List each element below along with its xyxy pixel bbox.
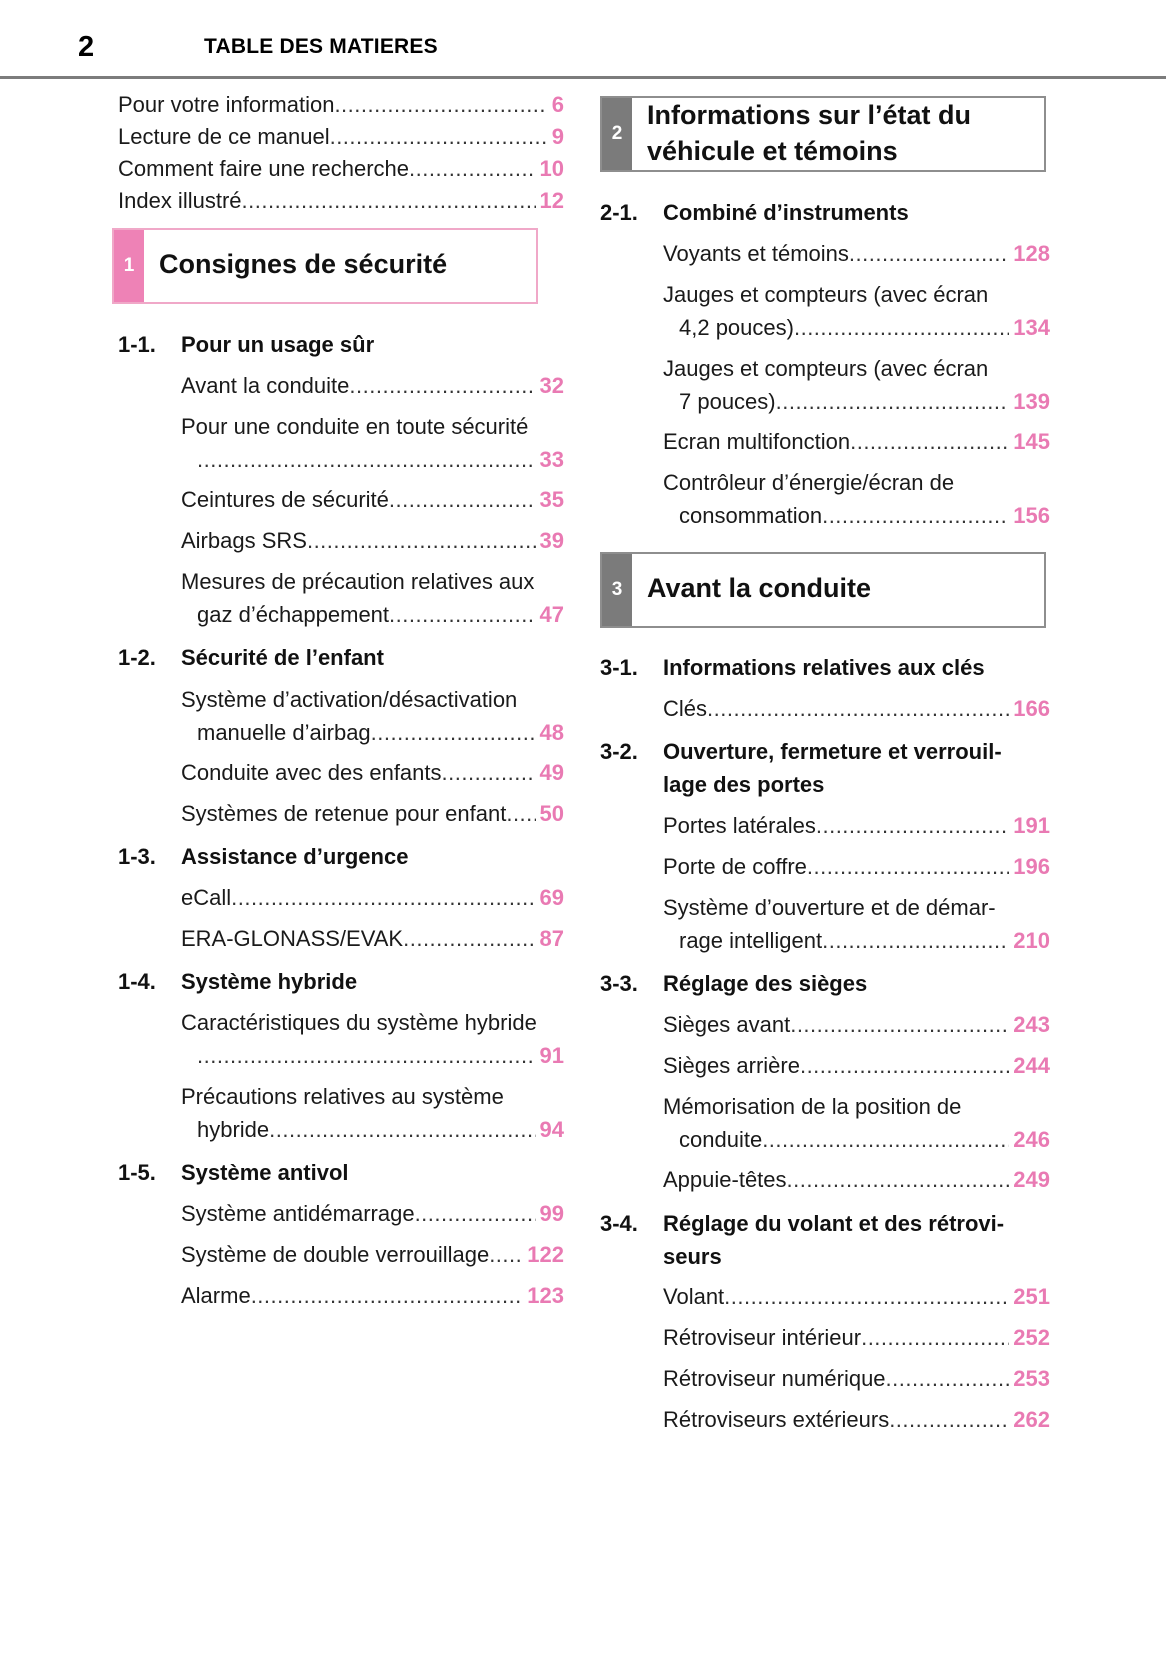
toc-entry-line1[interactable]: Système d’ouverture et de démar-: [663, 895, 996, 920]
chapter-2-title-line1: Informations sur l’état du: [647, 100, 972, 130]
page-ref[interactable]: 134: [1013, 315, 1050, 340]
toc-entry[interactable]: hybride ..... 94: [197, 1113, 564, 1147]
page-ref[interactable]: 262: [1013, 1407, 1050, 1432]
chapter-1-title: Consignes de sécurité: [159, 249, 448, 279]
page-ref[interactable]: 196: [1013, 854, 1050, 879]
toc-entry[interactable]: Comment faire une recherche ..... 10: [118, 152, 564, 186]
toc-entry[interactable]: Système antidémarrage ..... 99: [181, 1197, 564, 1231]
page-ref[interactable]: 253: [1013, 1366, 1050, 1391]
toc-entry[interactable]: eCall ..... 69: [181, 881, 564, 915]
page-header: [0, 0, 1166, 80]
toc-entry-line1[interactable]: Mémorisation de la position de: [663, 1094, 962, 1119]
page-ref[interactable]: 94: [539, 1117, 564, 1142]
page-ref[interactable]: 99: [539, 1201, 564, 1226]
toc-entry[interactable]: Pour votre information ..... 6: [118, 88, 564, 122]
page-ref[interactable]: 87: [539, 926, 564, 951]
header-title: TABLE DES MATIERES: [204, 35, 438, 58]
toc-entry[interactable]: manuelle d’airbag ..... 48: [197, 716, 564, 750]
toc-entry[interactable]: Conduite avec des enfants ..... 49: [181, 756, 564, 790]
toc-entry[interactable]: Porte de coffre ..... 196: [663, 850, 1050, 884]
toc-entry[interactable]: [197, 443, 564, 477]
toc-entry-line1[interactable]: Mesures de précaution relatives aux: [181, 569, 535, 594]
toc-entry[interactable]: consommation ..... 156: [679, 499, 1050, 533]
toc-entry[interactable]: Volant ..... 251: [663, 1280, 1050, 1314]
page-ref[interactable]: 243: [1013, 1012, 1050, 1037]
toc-entry[interactable]: Clés ..... 166: [663, 692, 1050, 726]
page-number: 2: [78, 31, 95, 63]
toc-entry[interactable]: Voyants et témoins ..... 128: [663, 237, 1050, 271]
toc-entry-line1[interactable]: Pour une conduite en toute sécurité: [181, 414, 529, 439]
toc-entry[interactable]: Rétroviseurs extérieurs ..... 262: [663, 1403, 1050, 1437]
toc-entry[interactable]: ERA-GLONASS/EVAK ..... 87: [181, 922, 564, 956]
toc-entry[interactable]: Appuie-têtes ..... 249: [663, 1163, 1050, 1197]
page-ref[interactable]: 48: [539, 720, 564, 745]
toc-entry-line1[interactable]: Caractéristiques du système hybride: [181, 1010, 537, 1035]
page-ref[interactable]: 12: [539, 188, 564, 213]
toc-entry[interactable]: Rétroviseur intérieur ..... 252: [663, 1321, 1050, 1355]
page-ref[interactable]: 49: [539, 760, 564, 785]
page-ref[interactable]: 47: [539, 602, 564, 627]
page-ref[interactable]: 145: [1013, 429, 1050, 454]
page-ref[interactable]: 251: [1013, 1284, 1050, 1309]
toc-entry[interactable]: Sièges arrière ..... 244: [663, 1049, 1050, 1083]
toc-entry[interactable]: Sièges avant ..... 243: [663, 1008, 1050, 1042]
toc-entry[interactable]: Avant la conduite ..... 32: [181, 369, 564, 403]
page-ref[interactable]: 9: [551, 124, 564, 149]
header-rule: [0, 76, 1166, 79]
toc-entry[interactable]: 7 pouces) ..... 139: [679, 385, 1050, 419]
page-ref[interactable]: 91: [539, 1043, 564, 1068]
page-ref[interactable]: 166: [1013, 696, 1050, 721]
chapter-2-title-line2: véhicule et témoins: [647, 136, 898, 166]
chapter-1-header[interactable]: [112, 228, 538, 304]
chapter-2-number: 2: [602, 98, 632, 170]
chapter-1-number: 1: [114, 230, 144, 302]
page-ref[interactable]: 33: [539, 447, 564, 472]
toc-entry[interactable]: Airbags SRS ..... 39: [181, 524, 564, 558]
toc-entry[interactable]: gaz d’échappement ..... 47: [197, 598, 564, 632]
page-ref[interactable]: 6: [551, 92, 564, 117]
toc-entry-line1[interactable]: Contrôleur d’énergie/écran de: [663, 470, 955, 495]
page-ref[interactable]: 249: [1013, 1167, 1050, 1192]
page-ref[interactable]: 246: [1013, 1127, 1050, 1152]
page-ref[interactable]: 123: [527, 1283, 564, 1308]
page-ref[interactable]: 252: [1013, 1325, 1050, 1350]
toc-entry[interactable]: Système de double verrouillage ..... 122: [181, 1238, 564, 1272]
page-ref[interactable]: 156: [1013, 503, 1050, 528]
page-ref[interactable]: 10: [539, 156, 564, 181]
toc-entry[interactable]: Systèmes de retenue pour enfant ..... 50: [181, 797, 564, 831]
page-ref[interactable]: 210: [1013, 928, 1050, 953]
page-ref[interactable]: 139: [1013, 389, 1050, 414]
chapter-3-number: 3: [602, 554, 632, 626]
toc-entry[interactable]: rage intelligent ..... 210: [679, 924, 1050, 958]
toc-entry[interactable]: Portes latérales ..... 191: [663, 809, 1050, 843]
toc-entry[interactable]: Ecran multifonction ..... 145: [663, 425, 1050, 459]
chapter-2-header[interactable]: [600, 96, 1046, 172]
page-ref[interactable]: 191: [1013, 813, 1050, 838]
page-ref[interactable]: 39: [539, 528, 564, 553]
toc-entry[interactable]: Rétroviseur numérique ..... 253: [663, 1362, 1050, 1396]
toc-entry-line1[interactable]: Précautions relatives au système: [181, 1084, 504, 1109]
toc-entry[interactable]: Ceintures de sécurité ..... 35: [181, 483, 564, 517]
toc-entry[interactable]: Alarme ..... 123: [181, 1279, 564, 1313]
toc-entry[interactable]: 4,2 pouces) ..... 134: [679, 311, 1050, 345]
page-ref[interactable]: 128: [1013, 241, 1050, 266]
toc-entry-line1[interactable]: Jauges et compteurs (avec écran: [663, 356, 989, 381]
chapter-3-header[interactable]: [600, 552, 1046, 628]
page-ref[interactable]: 50: [539, 801, 564, 826]
page-ref[interactable]: 244: [1013, 1053, 1050, 1078]
page-ref[interactable]: 69: [539, 885, 564, 910]
chapter-3-title: Avant la conduite: [647, 573, 872, 603]
toc-entry[interactable]: Lecture de ce manuel ..... 9: [118, 120, 564, 154]
page-ref[interactable]: 122: [527, 1242, 564, 1267]
toc-entry-line1[interactable]: Jauges et compteurs (avec écran: [663, 282, 989, 307]
page-ref[interactable]: 35: [539, 487, 564, 512]
page-ref[interactable]: 32: [539, 373, 564, 398]
toc-entry[interactable]: conduite ..... 246: [679, 1123, 1050, 1157]
toc-entry[interactable]: [197, 1039, 564, 1073]
toc-entry-line1[interactable]: Système d’activation/désactivation: [181, 687, 518, 712]
toc-entry[interactable]: Index illustré ..... 12: [118, 184, 564, 218]
